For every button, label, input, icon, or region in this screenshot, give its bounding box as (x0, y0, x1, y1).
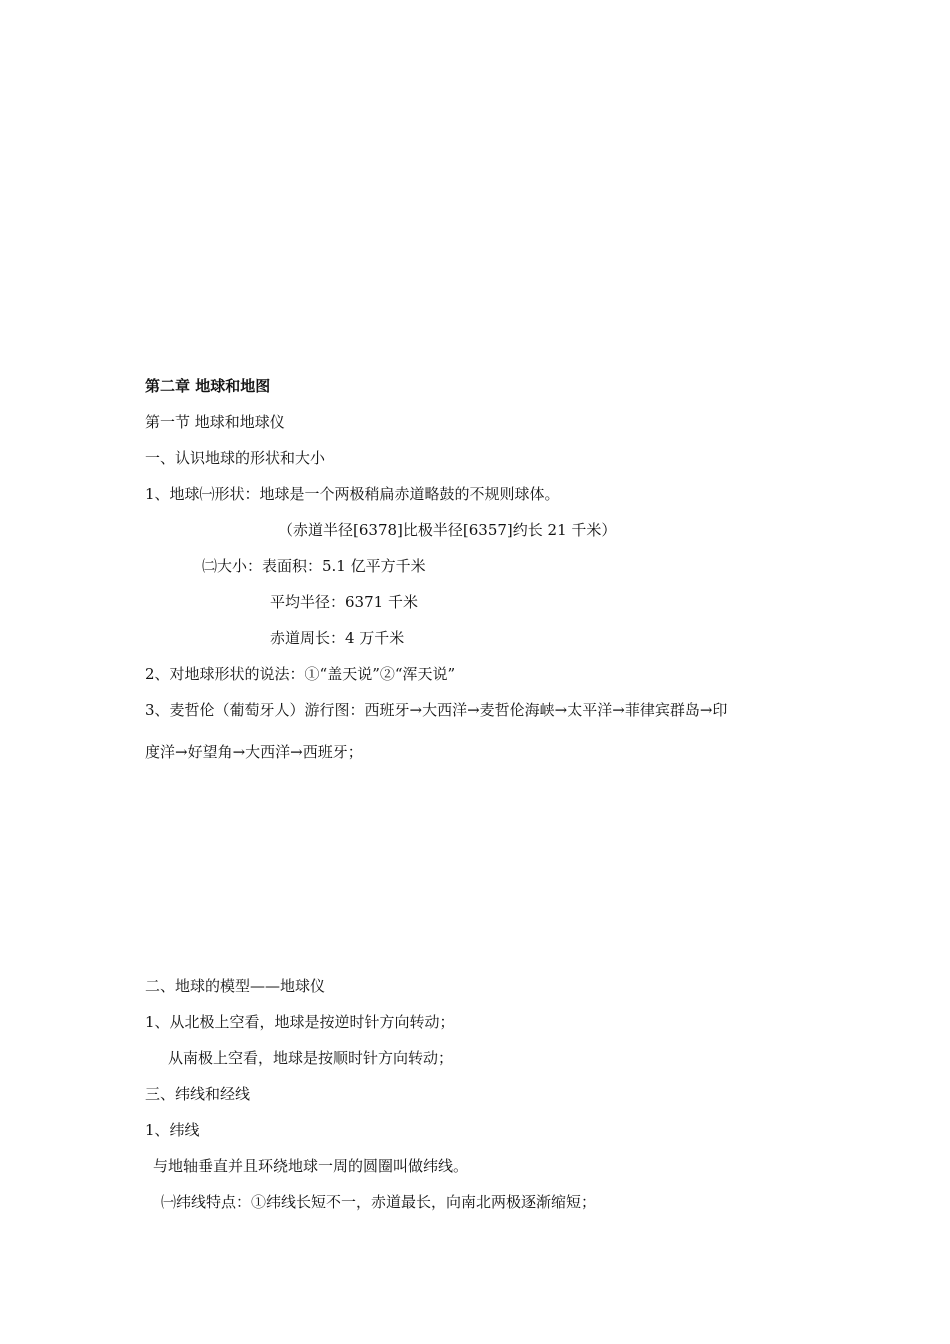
part2-heading: 二、地球的模型——地球仪 (145, 977, 326, 995)
mean-radius-line: 平均半径：6371 千米 (270, 593, 418, 611)
shape-theories-line: 2、对地球形状的说法：①“盖天说”②“浑天说” (145, 665, 456, 683)
shape-line: 1、地球㈠形状：地球是一个两极稍扁赤道略鼓的不规则球体。 (145, 485, 560, 503)
latitude-feature: ㈠纬线特点：①纬线长短不一，赤道最长，向南北两极逐渐缩短； (161, 1193, 597, 1211)
latitude-definition: 与地轴垂直并且环绕地球一周的圆圈叫做纬线。 (153, 1157, 469, 1175)
magellan-route-line-1: 3、麦哲伦（葡萄牙人）游行图：西班牙→大西洋→麦哲伦海峡→太平洋→菲律宾群岛→印 (145, 701, 728, 719)
latitude-item: 1、纬线 (145, 1121, 200, 1139)
chapter-title: 第二章 地球和地图 (145, 377, 271, 395)
equator-circumference-line: 赤道周长：4 万千米 (270, 629, 405, 647)
magellan-route-line-2: 度洋→好望角→大西洋→西班牙； (145, 743, 363, 761)
south-pole-rotation-line: 从南极上空看，地球是按顺时针方向转动； (168, 1049, 454, 1067)
size-line: ㈡大小：表面积：5.1 亿平方千米 (202, 557, 426, 575)
part1-heading: 一、认识地球的形状和大小 (145, 449, 326, 467)
radius-note-line: （赤道半径[6378]比极半径[6357]约长 21 千米） (278, 521, 617, 539)
section-title: 第一节 地球和地球仪 (145, 413, 285, 431)
north-pole-rotation-line: 1、从北极上空看，地球是按逆时针方向转动； (145, 1013, 455, 1031)
part3-heading: 三、纬线和经线 (145, 1085, 251, 1103)
